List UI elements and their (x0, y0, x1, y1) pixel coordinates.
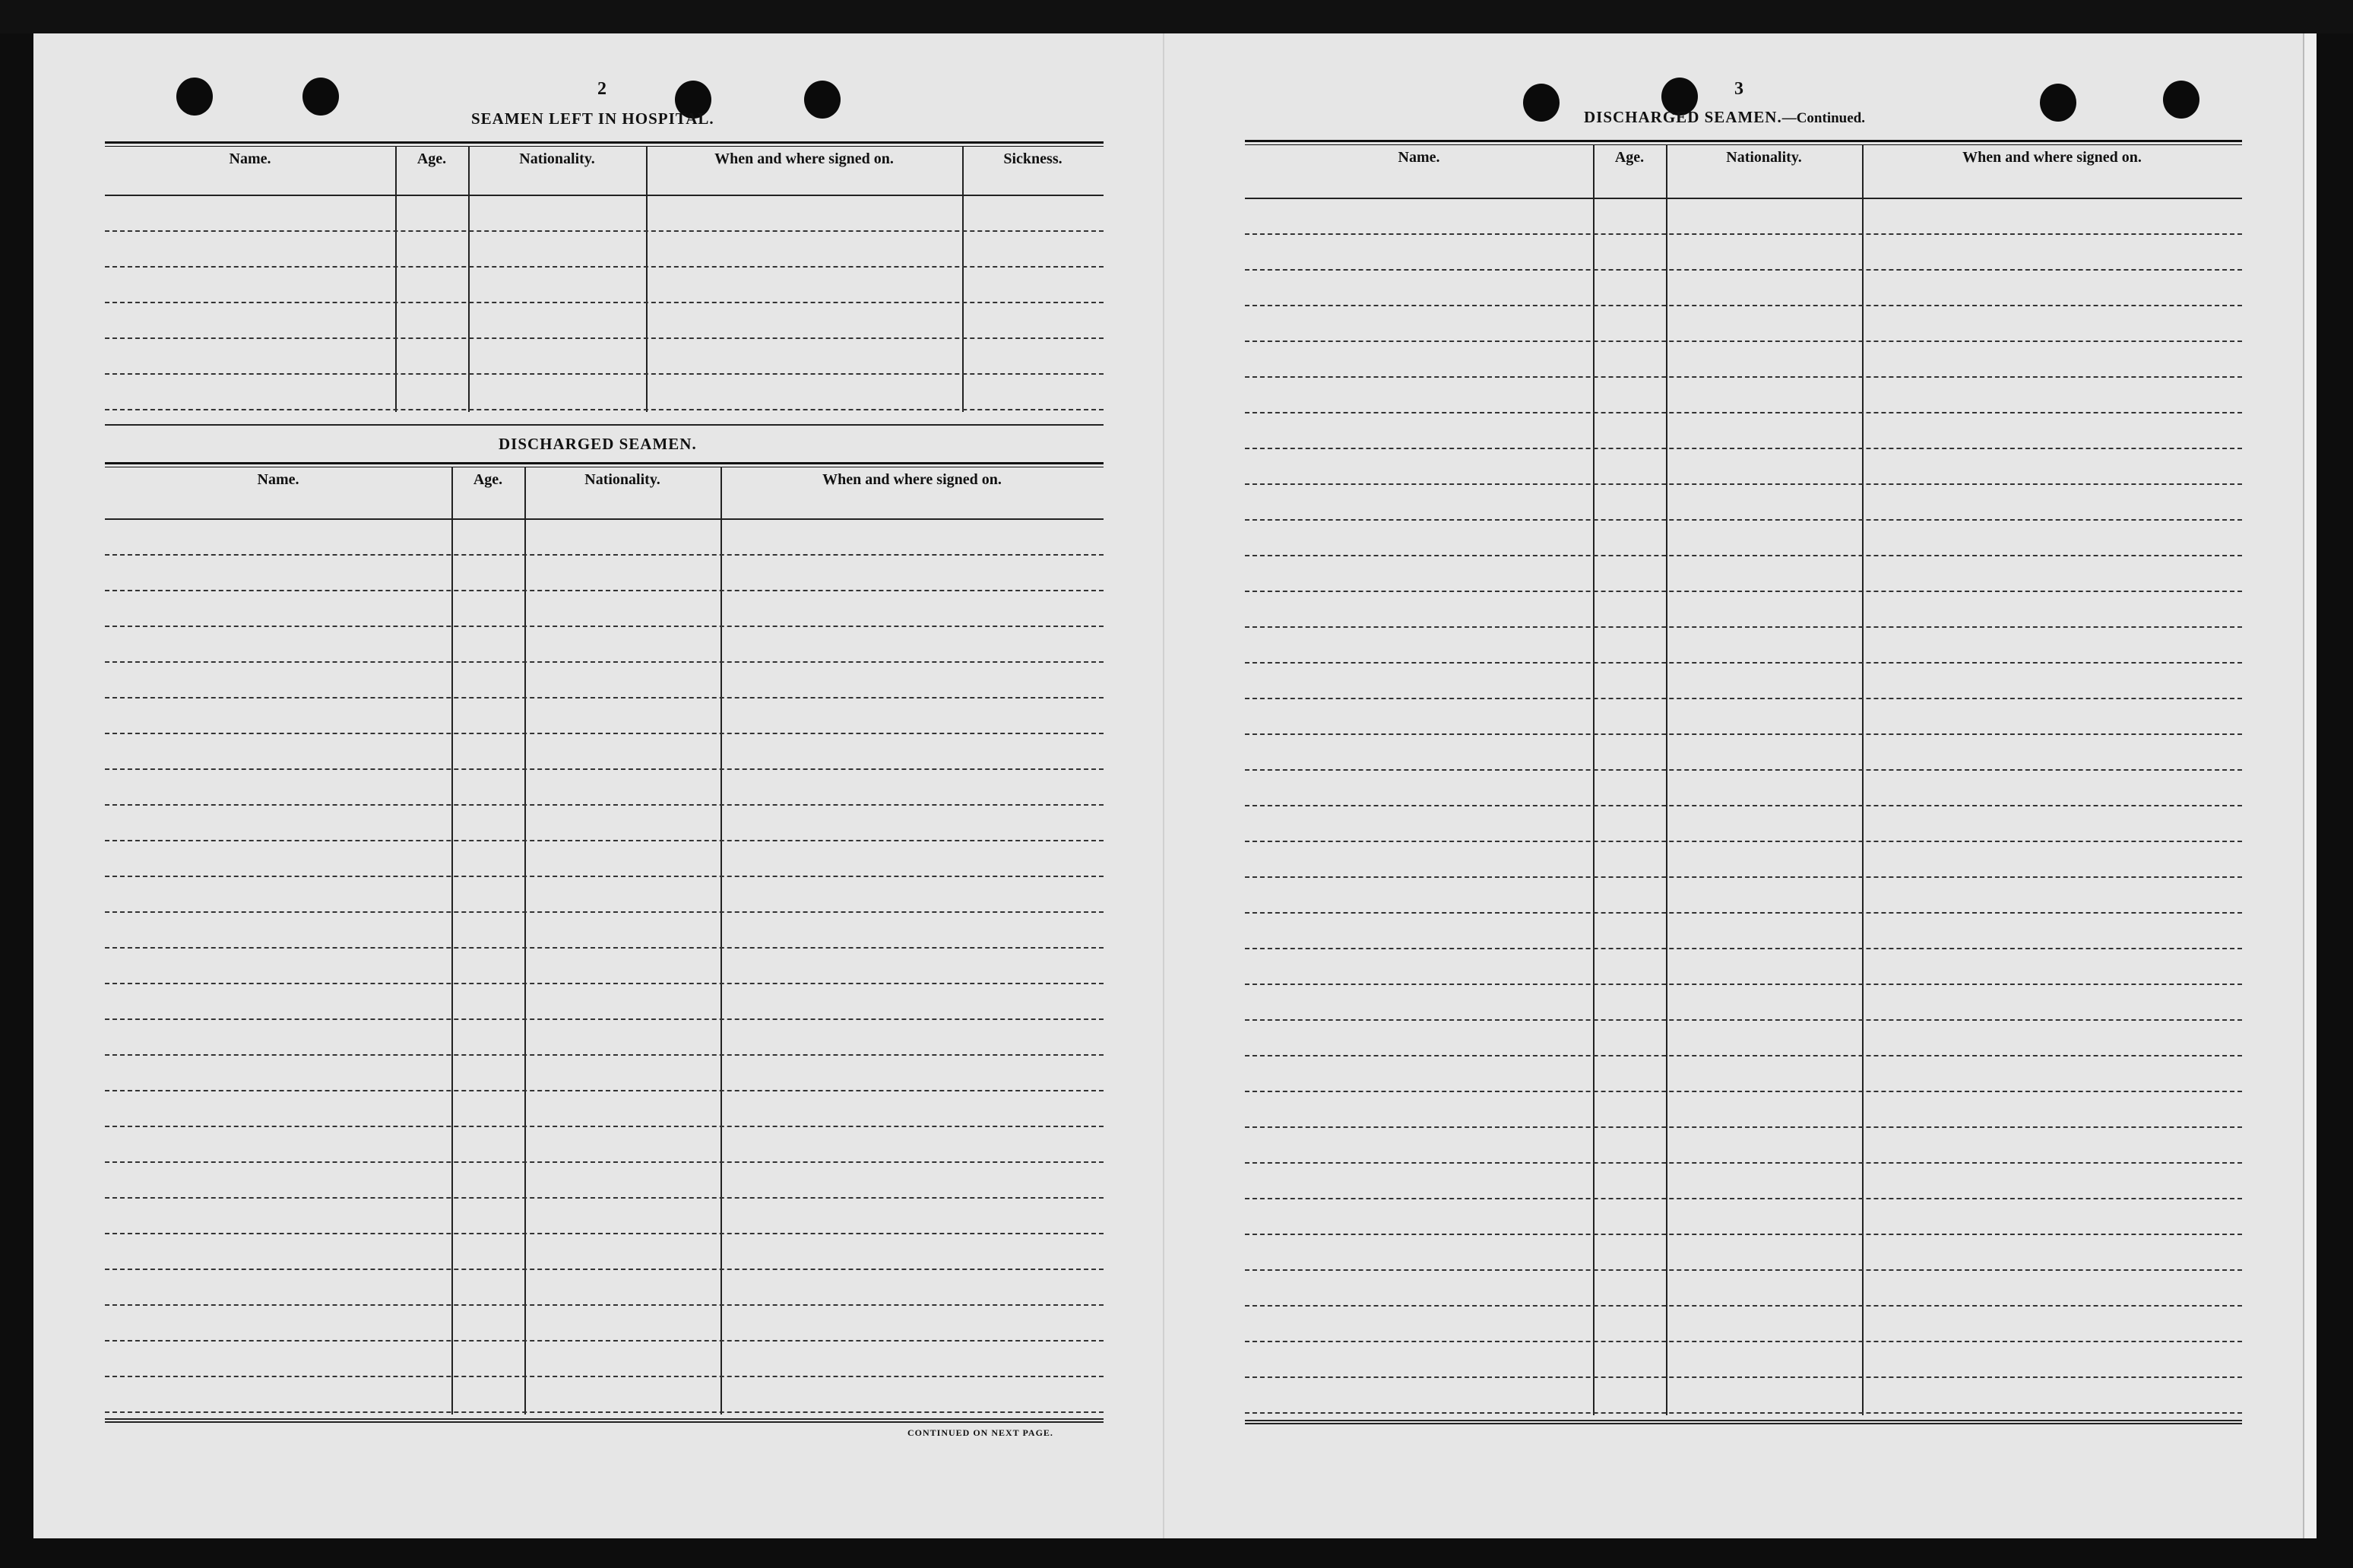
entry-row (1245, 876, 2242, 878)
entry-row (1245, 448, 2242, 449)
entry-row (1245, 841, 2242, 842)
entry-row (1245, 591, 2242, 592)
punch-hole-icon (804, 81, 841, 119)
discharged-continued-suffix: —Continued. (1781, 110, 1865, 126)
entry-row (105, 1340, 1104, 1342)
entry-row (105, 1233, 1104, 1234)
header-rule (105, 195, 1104, 196)
entry-row (1245, 1341, 2242, 1342)
entry-row (1245, 412, 2242, 413)
entry-row (105, 661, 1104, 663)
discharged-section-title: DISCHARGED SEAMEN. (499, 435, 697, 453)
entry-row (1245, 1412, 2242, 1414)
entry-row (1245, 305, 2242, 306)
entry-row (105, 1269, 1104, 1270)
entry-row (1245, 984, 2242, 985)
entry-row (105, 266, 1104, 268)
entry-row (1245, 1162, 2242, 1164)
entry-row (105, 733, 1104, 734)
entry-row (105, 337, 1104, 339)
entry-row (105, 1126, 1104, 1127)
entry-row (1245, 519, 2242, 521)
page-fold (1163, 33, 1164, 1538)
entry-row (1245, 555, 2242, 556)
entry-row (105, 697, 1104, 698)
entry-row (1245, 698, 2242, 699)
entry-row (105, 590, 1104, 591)
column-header: When and where signed on. (822, 471, 1002, 488)
hospital-table (105, 141, 1104, 423)
discharged-continued-title (1584, 108, 1865, 127)
entry-row (105, 1090, 1104, 1091)
entry-row (1245, 662, 2242, 664)
header-rule (1245, 198, 2242, 199)
column-divider (468, 146, 470, 412)
entry-row (1245, 769, 2242, 771)
entry-row (1245, 948, 2242, 949)
paper-edge (2303, 33, 2317, 1538)
column-divider (1862, 144, 1864, 1415)
entry-row (1245, 1198, 2242, 1199)
entry-row (105, 373, 1104, 375)
entry-row (105, 983, 1104, 984)
entry-row (1245, 233, 2242, 235)
entry-row (105, 1054, 1104, 1056)
entry-row (1245, 1091, 2242, 1092)
entry-row (105, 230, 1104, 232)
punch-hole-icon (302, 78, 339, 116)
entry-row (1245, 1126, 2242, 1128)
header-rule (105, 518, 1104, 520)
column-divider (646, 146, 648, 412)
hospital-section-title: SEAMEN LEFT IN HOSPITAL. (471, 109, 714, 128)
discharged-continued-table (1245, 140, 2242, 1421)
entry-row (105, 1018, 1104, 1020)
column-header: Age. (473, 471, 503, 488)
scan-top-border (0, 0, 2353, 33)
entry-row (1245, 1376, 2242, 1378)
entry-row (105, 1411, 1104, 1413)
discharged-table (105, 462, 1104, 1420)
punch-hole-icon (2163, 81, 2199, 119)
entry-row (1245, 1269, 2242, 1271)
entry-row (105, 409, 1104, 410)
entry-row (1245, 376, 2242, 378)
entry-row (1245, 912, 2242, 914)
entry-row (1245, 1055, 2242, 1056)
column-header: Sickness. (1003, 150, 1062, 167)
entry-row (105, 840, 1104, 841)
column-header: Age. (1614, 149, 1645, 166)
continued-note: CONTINUED ON NEXT PAGE. (907, 1427, 1053, 1438)
column-divider (1593, 144, 1595, 1415)
entry-row (105, 768, 1104, 770)
entry-row (1245, 1305, 2242, 1307)
column-header: Age. (416, 150, 447, 167)
entry-row (1245, 1019, 2242, 1021)
column-divider (395, 146, 397, 412)
entry-row (1245, 626, 2242, 628)
punch-hole-icon (2040, 84, 2076, 122)
entry-row (1245, 269, 2242, 271)
entry-row (105, 804, 1104, 806)
column-divider (1666, 144, 1667, 1415)
column-header: Name. (1398, 149, 1440, 166)
entry-row (105, 1304, 1104, 1306)
entry-row (1245, 1234, 2242, 1235)
column-header: Nationality. (1726, 149, 1802, 166)
entry-row (105, 911, 1104, 913)
entry-row (105, 876, 1104, 877)
entry-row (105, 1161, 1104, 1163)
entry-row (1245, 341, 2242, 342)
entry-row (105, 302, 1104, 303)
column-divider (720, 467, 722, 1414)
column-header: Nationality. (519, 150, 595, 167)
entry-row (1245, 805, 2242, 806)
column-header: Name. (229, 150, 271, 167)
entry-row (105, 947, 1104, 949)
column-header: When and where signed on. (714, 150, 894, 167)
punch-hole-icon (176, 78, 213, 116)
entry-row (105, 554, 1104, 556)
column-header: Name. (257, 471, 299, 488)
column-divider (524, 467, 526, 1414)
discharged-continued-main: DISCHARGED SEAMEN. (1584, 108, 1782, 126)
entry-row (105, 1197, 1104, 1199)
column-header: When and where signed on. (1962, 149, 2142, 166)
punch-hole-icon (1523, 84, 1560, 122)
entry-row (105, 1376, 1104, 1377)
entry-row (1245, 733, 2242, 735)
column-header: Nationality. (584, 471, 660, 488)
entry-row (1245, 483, 2242, 485)
entry-row (105, 626, 1104, 627)
column-divider (451, 467, 453, 1414)
page-number-left: 2 (597, 79, 606, 99)
page-number-right: 3 (1734, 79, 1743, 99)
column-divider (962, 146, 964, 412)
